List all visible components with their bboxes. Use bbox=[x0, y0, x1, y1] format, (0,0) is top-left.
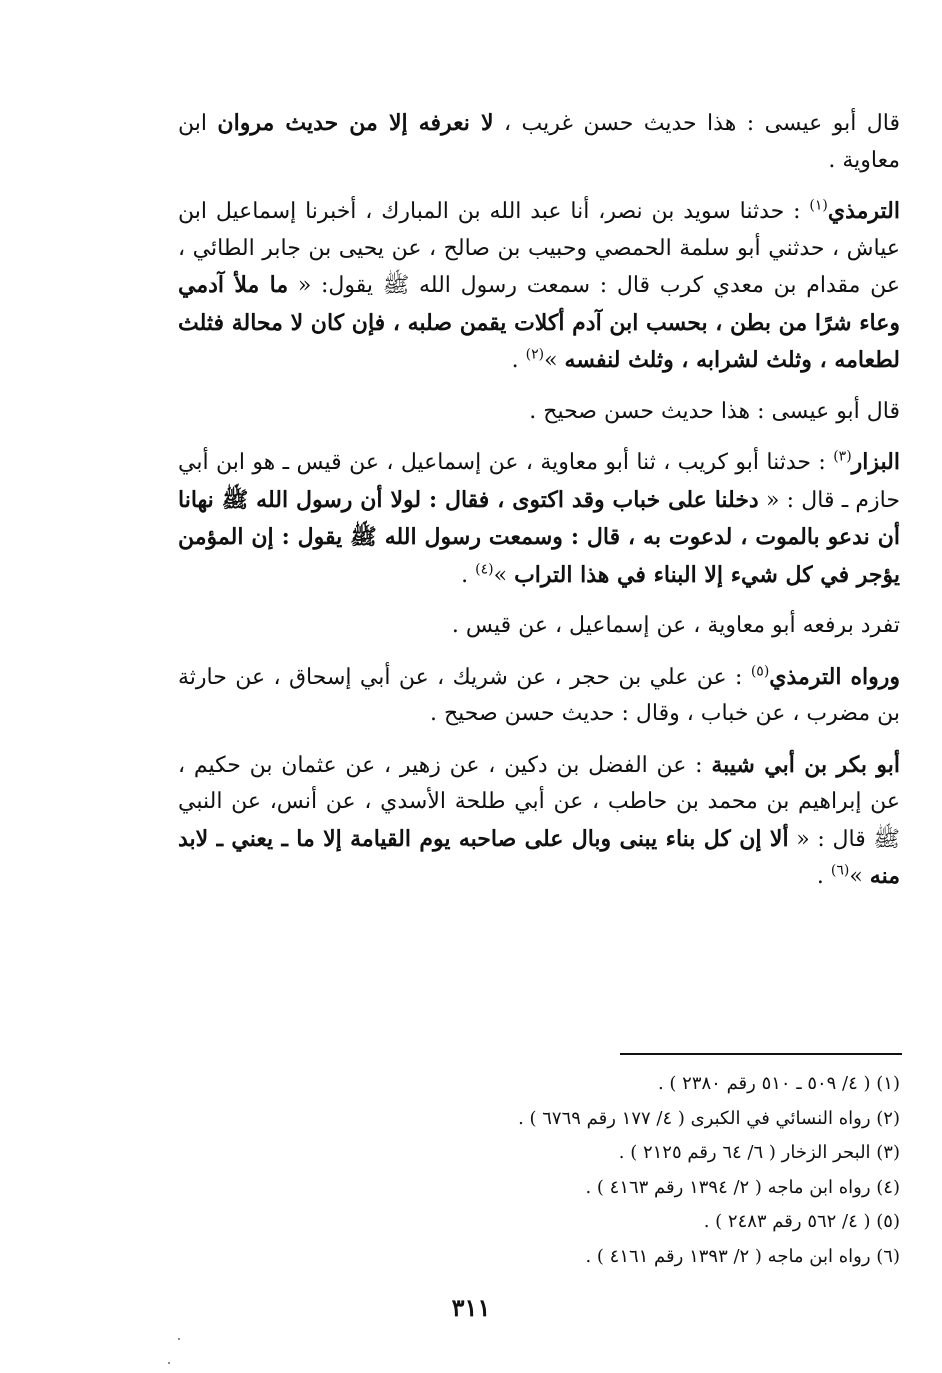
text-run: : عن الفضل بن دكين ، عن زهير ، عن عثمان بن حكيم ، عن إبراهيم بن محمد بن حاطب ، عن أبي طلحة الأسدي ، عن أنس، عن النبي ﷺ قال : « bbox=[178, 752, 900, 852]
text-run: » bbox=[849, 864, 870, 889]
text-run: ابن معاوية . bbox=[178, 111, 900, 173]
text-run: . bbox=[461, 562, 476, 588]
emphasized-text: ألا إن كل بناء يبنى وبال على صاحبه يوم القيامة إلا ما ـ يعني ـ لابد منه bbox=[178, 825, 900, 889]
scan-speck bbox=[168, 1362, 170, 1364]
emphasized-text: البزار bbox=[851, 449, 900, 475]
paragraph bbox=[178, 394, 900, 431]
paragraph bbox=[178, 193, 900, 380]
emphasized-text: ما ملأ آدمي وعاء شرًا من بطن ، بحسب ابن آدم أكلات يقمن صلبه ، فإن كان لا محالة فثلث لطعامه ، وثلث لشرابه ، وثلث لنفسه bbox=[178, 272, 900, 373]
text-run: قال أبو عيسى : هذا حديث حسن صحيح . bbox=[529, 398, 900, 424]
footnote: (٦) رواه ابن ماجه ( ٢/ ١٣٩٣ رقم ٤١٦١ ) . bbox=[585, 1245, 900, 1267]
paragraph bbox=[178, 747, 900, 896]
footnote-marker: (١) bbox=[809, 197, 828, 214]
emphasized-text: لا نعرفه إلا من حديث مروان bbox=[217, 110, 494, 136]
emphasized-text: ورواه الترمذي bbox=[769, 663, 900, 690]
footnote: (٢) رواه النسائي في الكبرى ( ٤/ ١٧٧ رقم ٦٧٦٩ ) . bbox=[518, 1107, 900, 1129]
footnote: (٣) البحر الزخار ( ٦/ ٦٤ رقم ٢١٢٥ ) . bbox=[618, 1142, 900, 1163]
page-number: ٣١١ bbox=[451, 1293, 491, 1322]
text-run: » bbox=[493, 562, 515, 588]
footnote-marker: (٦) bbox=[830, 862, 850, 879]
emphasized-text: أبو بكر بن أبي شيبة bbox=[711, 751, 900, 778]
footnote-divider bbox=[620, 1053, 902, 1055]
footnote: (١) ( ٤/ ٥٠٩ ـ ٥١٠ رقم ٢٣٨٠ ) . bbox=[657, 1073, 900, 1094]
text-run: : عن علي بن حجر ، عن شريك ، عن أبي إسحاق ، عن حارثة بن مضرب ، عن خباب ، وقال : حديث حسن صحيح . bbox=[178, 664, 900, 726]
footnote-marker: (٣) bbox=[833, 448, 852, 465]
footnotes bbox=[180, 1067, 900, 1274]
text-run: » bbox=[544, 348, 565, 373]
page-body bbox=[178, 105, 900, 910]
text-run: تفرد برفعه أبو معاوية ، عن إسماعيل ، عن قيس . bbox=[451, 613, 900, 638]
footnote-marker: (٥) bbox=[750, 663, 770, 680]
text-run: : حدثنا أبو كريب ، ثنا أبو معاوية ، عن إسماعيل ، عن قيس ـ هو ابن أبي حازم ـ قال : « bbox=[178, 450, 900, 513]
text-run: . bbox=[511, 348, 526, 373]
text-run: . bbox=[816, 864, 831, 889]
scan-speck bbox=[178, 1338, 180, 1340]
paragraph bbox=[178, 444, 900, 594]
footnote-marker: (٤) bbox=[475, 561, 494, 578]
text-run: قال أبو عيسى : هذا حديث حسن غريب ، bbox=[493, 111, 900, 136]
emphasized-text: دخلنا على خباب وقد اكتوى ، فقال : لولا أن رسول الله ﷺ نهانا أن ندعو بالموت ، لدعوت به ، قال : وسمعت رسول الله ﷺ يقول : إن المؤمن يؤجر في كل شيء إلا البناء في هذا التراب bbox=[178, 486, 900, 588]
paragraph bbox=[178, 608, 900, 645]
footnote-marker: (٢) bbox=[525, 346, 545, 363]
footnote: (٤) رواه ابن ماجه ( ٢/ ١٣٩٤ رقم ٤١٦٣ ) . bbox=[585, 1176, 900, 1198]
text-run: : حدثنا سويد بن نصر، أنا عبد الله بن المبارك ، أخبرنا إسماعيل ابن عياش ، حدثني أبو سلمة الحمصي وحبيب بن صالح ، عن يحيى بن جابر الطائي ، عن مقدام بن معدي كرب قال : سمعت رسول الله ﷺ يقول: « bbox=[178, 199, 900, 298]
footnote: (٥) ( ٤/ ٥٦٢ رقم ٢٤٨٣ ) . bbox=[703, 1211, 900, 1232]
paragraph bbox=[178, 659, 900, 733]
emphasized-text: الترمذي bbox=[827, 198, 900, 224]
paragraph bbox=[178, 105, 900, 179]
